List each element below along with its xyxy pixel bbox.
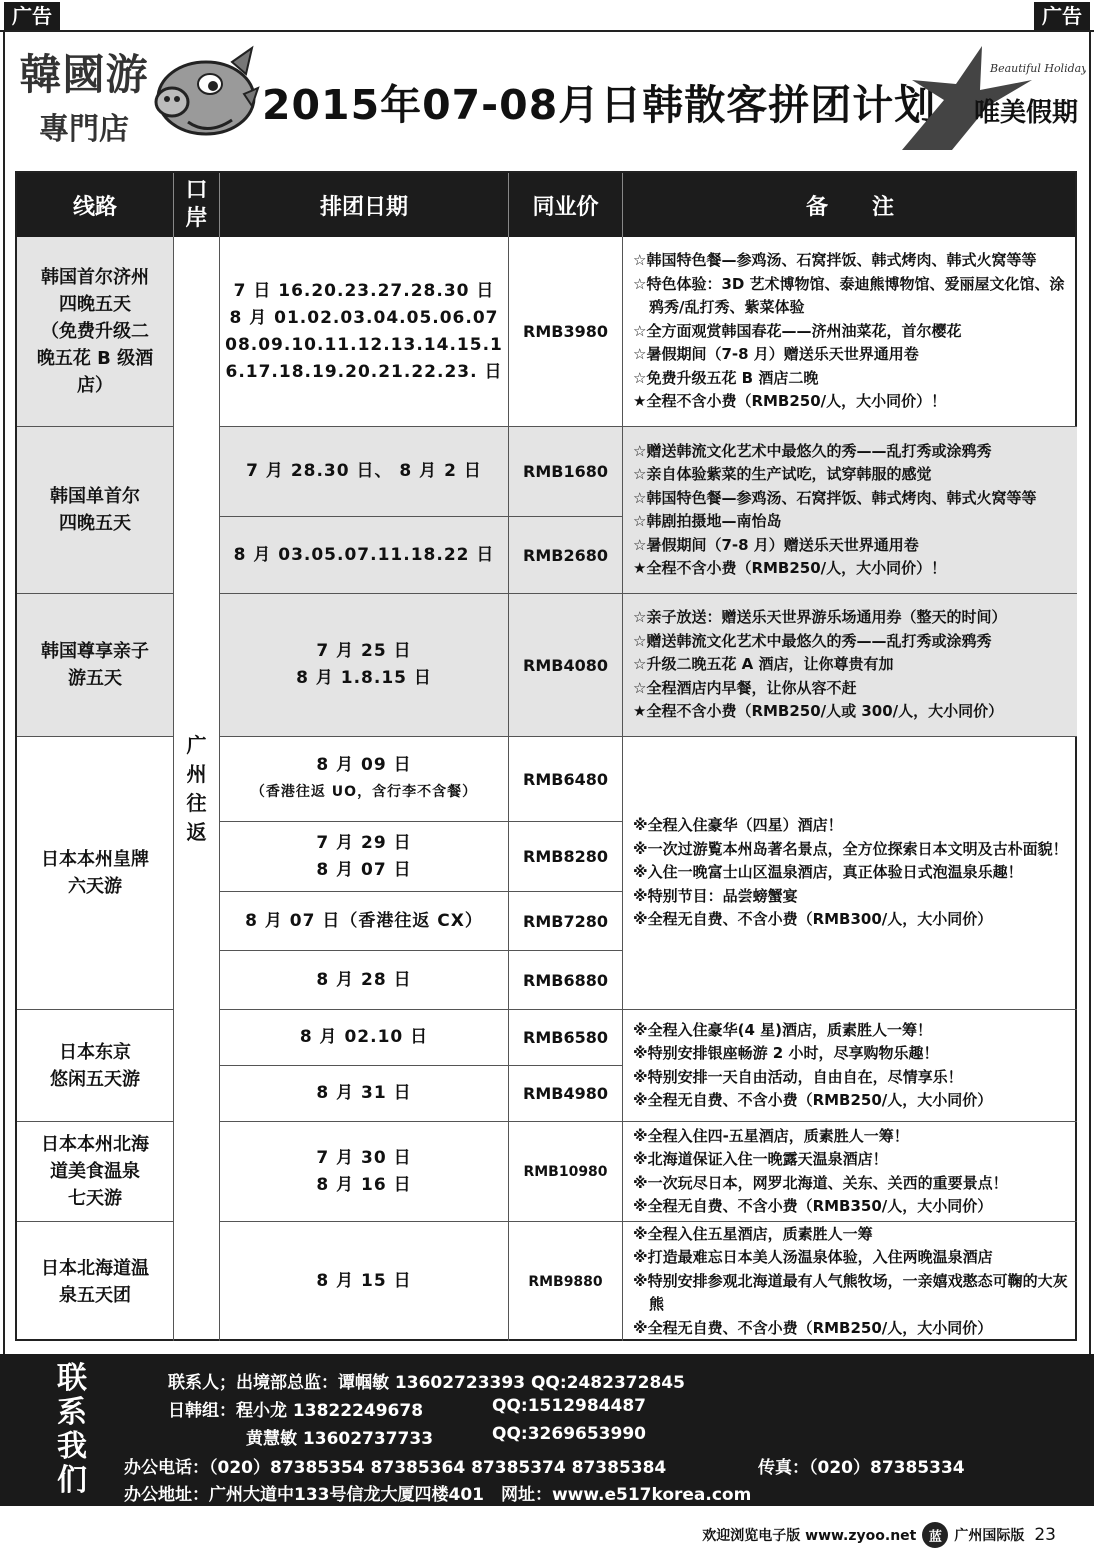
table-row-route: 日本本州皇牌 六天游	[17, 737, 174, 1010]
header	[8, 36, 1086, 166]
left-rule	[3, 30, 5, 1360]
contact-line-3: 黄慧敏 13602737733	[246, 1429, 434, 1449]
table-row-price: RMB6480	[509, 737, 623, 822]
table-row-dates: 7 月 30 日 8 月 16 日	[220, 1122, 509, 1222]
badge-icon: 蓝	[922, 1522, 948, 1548]
table-row-dates: 8 月 15 日	[220, 1222, 509, 1341]
table-row-price: RMB4980	[509, 1066, 623, 1122]
partner-script: Beautiful Holiday	[990, 62, 1086, 75]
table-row-notes: ※全程入住五星酒店，质素胜人一筹 ※打造最难忘日本美人汤温泉体验，入住两晚温泉酒店 ※特别安排参观北海道最有人气熊牧场，一亲嬉戏憨态可鞠的大灰熊 ※全程无自费、不含小费（RMB250/人，大小同价）	[633, 1224, 1068, 1337]
contact-line-2: 日韩组：程小龙 13822249678	[168, 1401, 424, 1421]
contact-phone: 办公电话：（020）87385354 87385364 87385374 87385384	[124, 1458, 667, 1478]
table-row-notes: ※全程入住豪华（四星）酒店！ ※一次过游覧本州岛著名景点，全方位探索日本文明及古朴面貌！ ※入住一晚富士山区温泉酒店，真正体验日式泡温泉乐趣！ ※特别节目：品尝螃蟹宴 ※全程无自费、不含小费（RMB300/人，大小同价）	[623, 737, 1077, 1010]
header-dates: 排团日期	[220, 173, 509, 237]
table-row-notes: ☆赠送韩流文化艺术中最悠久的秀——乱打秀或涂鸦秀 ☆亲自体验紫菜的生产试吃，试穿韩服的感觉 ☆韩国特色餐—参鸡汤、石窝拌饭、韩式烤肉、韩式火窝等等 ☆韩剧拍摄地—南怡岛 ☆暑假期间（7-8 月）赠送乐天世界通用卷 ★全程不含小费（RMB250/人，大小同价）！	[623, 427, 1077, 594]
contact-line-2-qq: QQ:1512984487	[492, 1396, 646, 1416]
header-port-1: 口	[185, 178, 208, 203]
port-value: 广 州 往 返	[186, 733, 207, 844]
table-row-dates: 8 月 31 日	[220, 1066, 509, 1122]
port-column	[174, 237, 220, 1341]
table-row-price: RMB1680	[509, 427, 623, 517]
brand-main: 韓國游	[19, 50, 149, 99]
page-title: 2015年07-08月日韩散客拼团计划	[262, 81, 937, 129]
table-row-notes: ※全程入住豪华(4 星)酒店，质素胜人一筹！ ※特别安排银座畅游 2 小时，尽享购物乐趣！ ※特别安排一天自由活动，自由自在，尽情享乐！ ※全程无自费、不含小费（RMB250/人，大小同价）	[623, 1010, 1077, 1122]
partner-logo-text: 唯美假期	[973, 98, 1078, 128]
table-row-price: RMB8280	[509, 822, 623, 892]
header-notes: 备 注	[805, 194, 894, 220]
table-row-price: RMB7280	[509, 892, 623, 951]
table-row-price: RMB2680	[509, 517, 623, 594]
contact-line-1: 联系人；出境部总监：谭帼敏 13602723393 QQ:2482372845	[168, 1373, 685, 1393]
footer	[0, 1510, 1094, 1549]
table-row-route: 韩国首尔济州 四晚五天 （免费升级二 晚五花 B 级酒 店）	[17, 237, 174, 427]
table-row-price: RMB3980	[509, 237, 623, 427]
table-row-route: 日本北海道温 泉五天团	[17, 1222, 174, 1341]
table-row-dates: 7 日 16.20.23.27.28.30 日 8 月 01.02.03.04.05.06.07 08.09.10.11.12.13.14.15.1 6.17.18.19.20.21.22.23. 日	[220, 237, 509, 427]
tour-table	[15, 171, 1077, 1341]
footer-edition: 广州国际版	[954, 1528, 1025, 1544]
page-number: 23	[1034, 1525, 1056, 1545]
contact-fax: 传真：（020）87385334	[758, 1458, 965, 1478]
table-row-notes: ※全程入住四-五星酒店，质素胜人一筹！ ※北海道保证入住一晚露天温泉酒店！ ※一次玩尽日本，网罗北海道、关东、关西的重要景点！ ※全程无自费、不含小费（RMB350/人，大小同价）	[623, 1122, 1077, 1222]
table-row-dates: 7 月 25 日 8 月 1.8.15 日	[220, 594, 509, 737]
table-row-dates: 8 月 09 日 （香港往返 UO，含行李不含餐）	[220, 737, 509, 822]
table-row-route: 日本东京 悠闲五天游	[17, 1010, 174, 1122]
ad-label-left: 广告	[4, 2, 60, 30]
table-row-notes: ☆亲子放送：赠送乐天世界游乐场通用券（整天的时间） ☆赠送韩流文化艺术中最悠久的秀——乱打秀或涂鸦秀 ☆升级二晚五花 A 酒店，让你尊贵有加 ☆全程酒店内早餐，让你从容不赶 ★全程不含小费（RMB250/人或 300/人，大小同价）	[623, 594, 1077, 737]
table-row-price: RMB6580	[509, 1010, 623, 1066]
contact-title: 联 系 我 们	[57, 1361, 87, 1498]
brand-sub: 專門店	[39, 112, 129, 147]
table-row-dates: 7 月 29 日 8 月 07 日	[220, 822, 509, 892]
table-row-route: 韩国尊享亲子 游五天	[17, 594, 174, 737]
table-row-price: RMB9880	[509, 1222, 623, 1341]
table-row-dates: 8 月 03.05.07.11.18.22 日	[220, 517, 509, 594]
ad-label-right: 广告	[1034, 2, 1090, 30]
header-port	[174, 173, 220, 237]
table-row-price: RMB6880	[509, 951, 623, 1010]
header-price: 同业价	[509, 173, 623, 237]
contact-section	[0, 1354, 1094, 1506]
table-row-price: RMB4080	[509, 594, 623, 737]
top-rule	[0, 30, 1094, 32]
contact-line-3-qq: QQ:3269653990	[492, 1424, 646, 1444]
brand-logo	[14, 42, 154, 148]
table-header	[17, 173, 1075, 237]
table-row-route: 韩国单首尔 四晚五天	[17, 427, 174, 594]
table-row-dates: 7 月 28.30 日、 8 月 2 日	[220, 427, 509, 517]
table-row-notes: ☆韩国特色餐—参鸡汤、石窝拌饭、韩式烤肉、韩式火窝等等 ☆特色体验：3D 艺术博物馆、泰迪熊博物馆、爱丽屋文化馆、涂鸦秀/乱打秀、紫菜体验 ☆全方面观赏韩国春花——济州油菜花，首尔樱花 ☆暑假期间（7-8 月）赠送乐天世界通用卷 ☆免费升级五花 B 酒店二晚 ★全程不含小费（RMB250/人，大小同价）！	[623, 237, 1077, 427]
table-row-route: 日本本州北海 道美食温泉 七天游	[17, 1122, 174, 1222]
table-row-price: RMB10980	[509, 1122, 623, 1222]
header-route: 线路	[17, 173, 174, 237]
right-rule	[1089, 30, 1091, 1360]
footer-site: 欢迎浏览电子版 www.zyoo.net	[702, 1528, 917, 1544]
table-row-dates: 8 月 07 日（香港往返 CX）	[220, 892, 509, 951]
header-port-2: 岸	[185, 206, 208, 231]
contact-address: 办公地址：广州大道中133号信龙大厦四楼401 网址：www.e517korea.com	[124, 1485, 752, 1505]
footer-text	[702, 1522, 1056, 1548]
mascot-icon	[148, 44, 260, 148]
partner-logo	[892, 40, 1086, 160]
table-row-dates: 8 月 02.10 日	[220, 1010, 509, 1066]
table-row-dates: 8 月 28 日	[220, 951, 509, 1010]
